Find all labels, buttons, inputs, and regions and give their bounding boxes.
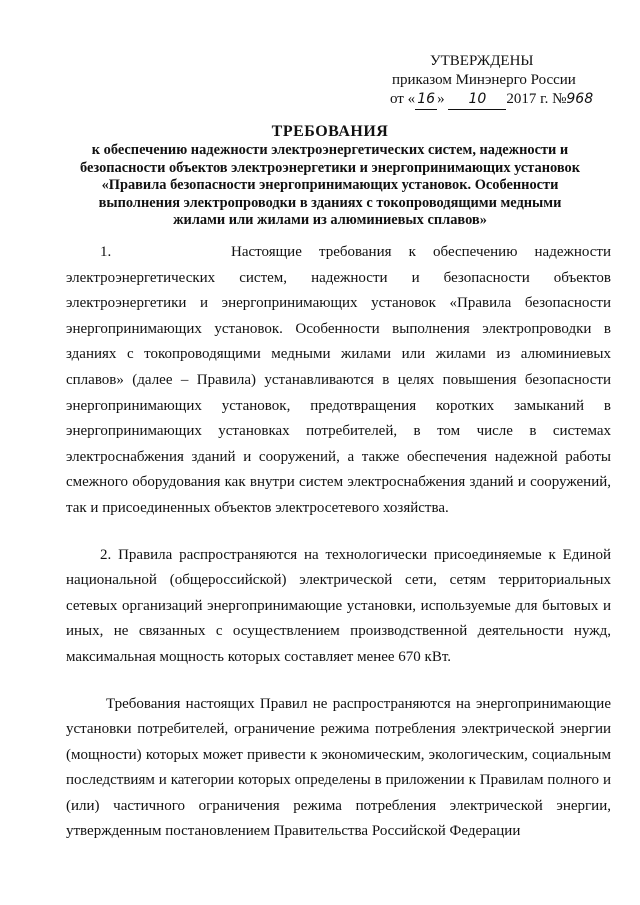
date-mid: » bbox=[437, 91, 445, 107]
document-body bbox=[66, 240, 611, 866]
title-line-1: к обеспечению надежности электроэнергетических систем, надежности и bbox=[91, 142, 569, 158]
title-line-5: жилами или жилами из алюминиевых сплавов» bbox=[173, 212, 487, 229]
approval-heading: УТВЕРЖДЕНЫ bbox=[430, 53, 534, 69]
order-number: 968 bbox=[566, 91, 594, 107]
title-line-2: безопасности объектов электроэнергетики и энергопринимающих установок bbox=[79, 159, 580, 176]
approval-order: приказом Минэнерго России bbox=[392, 72, 576, 88]
paragraph-2: 2. Правила распространяются на технологически присоединяемые к Единой национальной (общероссийской) электрической сети, сетям территориальных сетевых организаций энергопринимающие установки, используемые для бытовых и иных, не связанных с осуществлением производственной деятельности нужд, максимальная мощность которых составляет менее 670 кВт. bbox=[66, 546, 611, 665]
paragraph-1: 1. Настоящие требования к обеспечению надежности электроэнергетических систем, надежности и безопасности объектов электроэнергетики и энергопринимающих установок «Правила безопасности энергопринимающих установок. Особенности выполнения электропроводки в зданиях с токопроводящими медными жилами или жилами из алюминиевых сплавов» (далее – Правила) устанавливаются в целях повышения безопасности энергопринимающих установок, предотвращения коротких замыканий в энергопринимающих установках потребителей, в том числе в системах электроснабжения зданий и сооружений, а также обеспечения надежной работы смежного оборудования как внутри систем электроснабжения зданий и сооружений, так и присоединенных объектов электросетевого хозяйства. bbox=[66, 244, 611, 516]
title-main: ТРЕБОВАНИЯ bbox=[271, 123, 389, 140]
approval-date bbox=[390, 90, 630, 110]
date-month: 10 bbox=[448, 90, 506, 110]
date-prefix: от « bbox=[390, 91, 416, 107]
approval-stamp bbox=[390, 52, 630, 110]
title-line-4: выполнения электропроводки в зданиях с токопроводящими медными bbox=[98, 194, 562, 211]
paragraph-3: Требования настоящих Правил не распространяются на энергопринимающие установки потребителей, ограничение режима потребления электрической энергии (мощности) которых может привести к экономическим, экологическим, социальным последствиям и категории которых определены в приложении к Правилам полного и (или) частичного ограничения режима потребления электрической энергии, утвержденным постановлением Правительства Российской Федерации bbox=[66, 695, 611, 840]
document-title bbox=[60, 122, 600, 230]
date-year: 2017 г. № bbox=[506, 91, 567, 107]
date-day: 16 bbox=[415, 90, 437, 110]
title-line-3: «Правила безопасности энергопринимающих установок. Особенности bbox=[101, 177, 559, 194]
